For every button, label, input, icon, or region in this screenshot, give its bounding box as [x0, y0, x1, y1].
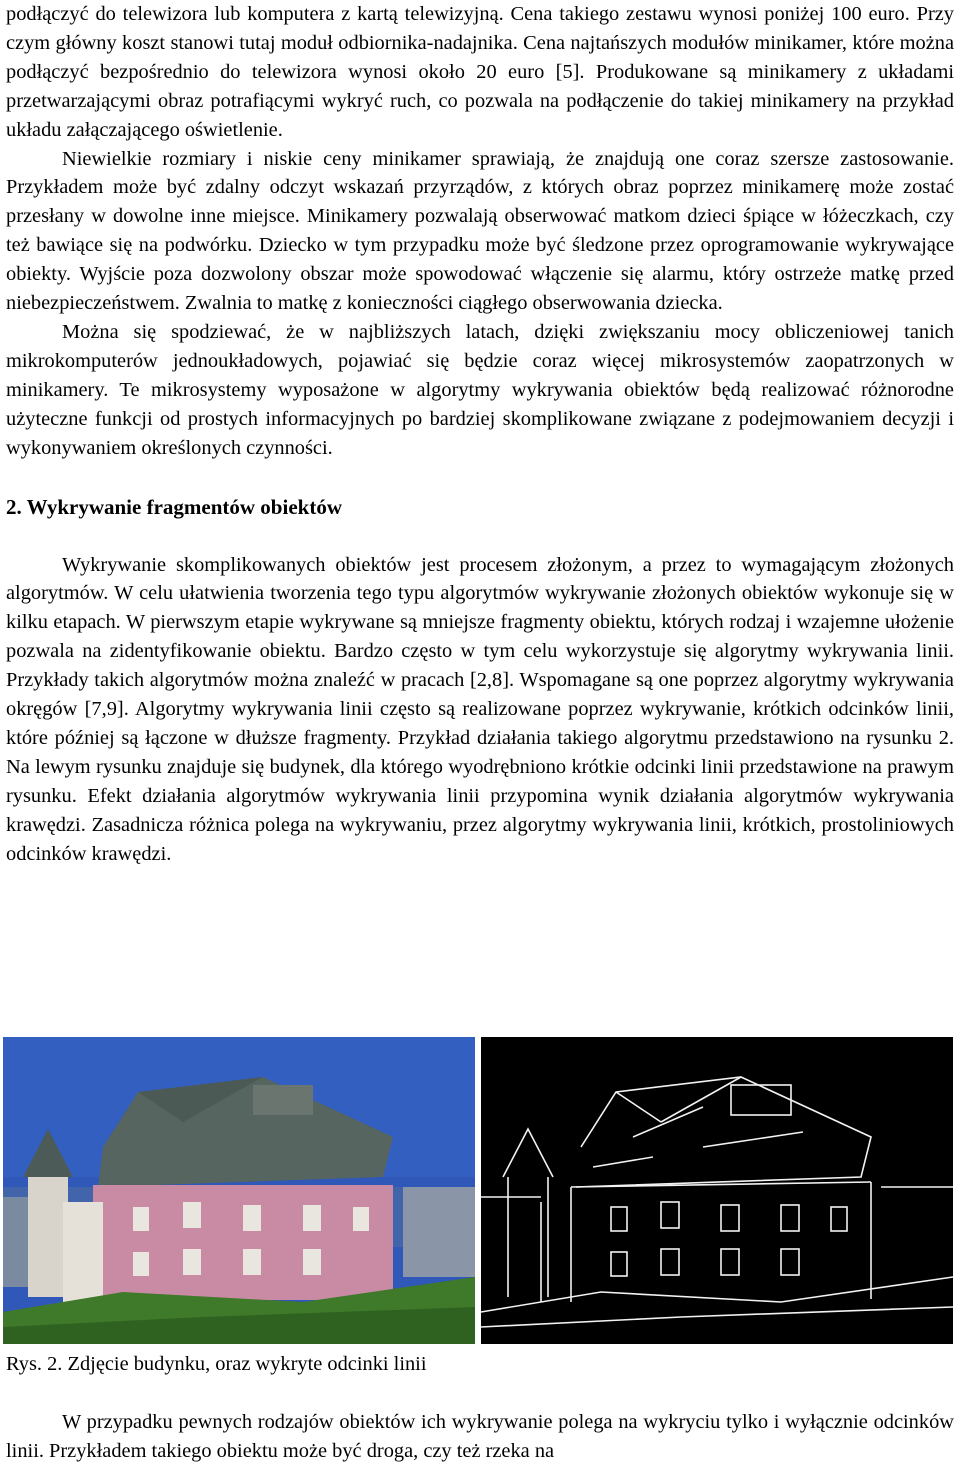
- section-spacer-bottom: [6, 521, 954, 551]
- figure-2: [3, 1037, 953, 1344]
- intro-paragraph-3: Można się spodziewać, że w najbliższych latach, dzięki zwiększaniu mocy obliczeniowej tanich mikrokomputerów jednoukładowych, pojawiać się będzie coraz więcej mikrosystemów zaopatrzonych w minikamery. Te mikrosystemy wyposażone w algorytmy wykrywania obiektów będą realizować różnorodne użyteczne funkcji od prostych informacyjnych po bardziej skomplikowane związane z podejmowaniem decyzji i wykonywaniem określonych czynności.: [6, 320, 954, 459]
- intro-paragraph-2: Niewielkie rozmiary i niskie ceny minikamer sprawiają, że znajdują one coraz szersze zastosowanie. Przykładem może być zdalny odczyt wskazań przyrządów, z których obraz poprzez minikamerę może zostać przesłany w dowolne inne miejsce. Minikamery pozwalają obserwować matkom dzieci śpiące w łóżeczkach, czy też bawiące się na podwórku. Dziecko w tym przypadku może być śledzone przez oprogramowanie wykrywające obiekty. Wyjście poza dozwolony obszar może spowodować włączenie się alarmu, który ostrzeże matkę przed niebezpieczeństwem. Zwalnia to matkę z konieczności ciągłego obserwowania dziecka.: [6, 147, 954, 315]
- tail-body: [6, 1408, 954, 1466]
- document-body: [6, 0, 954, 868]
- section-paragraph-1: Wykrywanie skomplikowanych obiektów jest procesem złożonym, a przez to wymagającym złożonych algorytmów. W celu ułatwienia tworzenia tego typu algorytmów wykrywanie złożonych obiektów wykonuje się w kilku etapach. W pierwszym etapie wykrywane są mniejsze fragmenty obiektu, których rodzaj i wzajemne ułożenie pozwala na zidentyfikowanie obiektu. Bardzo często w tym celu wykorzystuje się algorytmy wykrywania linii. Przykłady takich algorytmów można znaleźć w pracach [2,8]. Wspomagane są one poprzez algorytmy wykrywania okręgów [7,9]. Algorytmy wykrywania linii często są realizowane poprzez wykrywanie, krótkich odcinków linii, które później są łączone w dłuższe fragmenty. Przykład działania takiego algorytmu przedstawiono na rysunku 2. Na lewym rysunku znajduje się budynek, dla którego wyodrębniono krótkie odcinki linii przedstawione na prawym rysunku. Efekt działania algorytmów wykrywania linii przypomina wynik działania algorytmów wykrywania krawędzi. Zasadnicza różnica polega na wykrywaniu, przez algorytmy wykrywania linii, krótkich, prostoliniowych odcinków krawędzi.: [6, 553, 954, 865]
- figure-images: [3, 1037, 953, 1344]
- edge-image: [481, 1037, 953, 1344]
- intro-paragraph-1: podłączyć do telewizora lub komputera z kartą telewizyjną. Cena takiego zestawu wynosi poniżej 100 euro. Przy czym główny koszt stanowi tutaj moduł odbiornika-nadajnika. Cena najtańszych modułów minikamer, które można podłączyć bezpośrednio do telewizora wynosi około 20 euro [5]. Produkowane są minikamery z układami przetwarzającymi obraz potrafiącymi wykryć ruch, co pozwala na podłączenie do takiej minikamery na przykład układu załączającego oświetlenie.: [6, 3, 954, 141]
- figure-caption: Rys. 2. Zdjęcie budynku, oraz wykryte odcinki linii: [6, 1353, 427, 1375]
- section-heading: 2. Wykrywanie fragmentów obiektów: [6, 494, 342, 519]
- building-photo: [3, 1037, 475, 1344]
- section-spacer-top: [6, 463, 954, 493]
- tail-paragraph-1: W przypadku pewnych rodzajów obiektów ich wykrywanie polega na wykryciu tylko i wyłącznie odcinków linii. Przykładem takiego obiektu może być droga, czy też rzeka na: [6, 1411, 954, 1462]
